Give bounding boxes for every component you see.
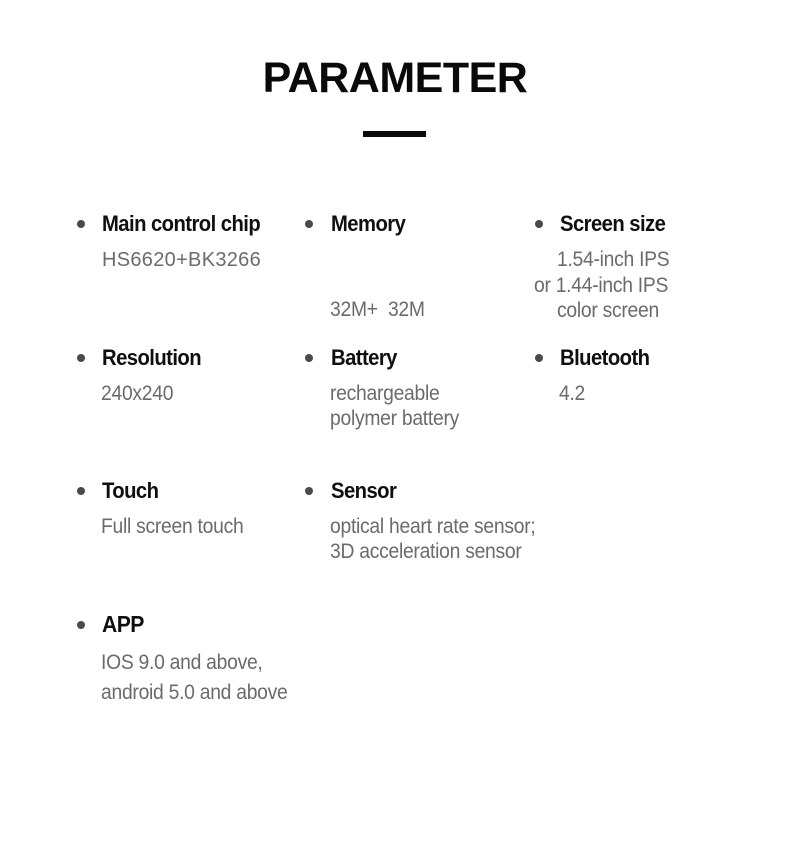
param-value bbox=[101, 381, 173, 406]
param-value bbox=[330, 514, 535, 564]
param-label: Memory bbox=[331, 211, 406, 236]
param-label: Battery bbox=[331, 345, 397, 370]
param-value bbox=[534, 247, 669, 324]
param-label: Bluetooth bbox=[560, 345, 650, 370]
param-value-line: 3D acceleration sensor bbox=[330, 540, 522, 563]
param-value-line: color screen bbox=[557, 299, 659, 322]
param-value-line: or 1.44-inch IPS bbox=[534, 273, 669, 297]
title-underline bbox=[363, 131, 426, 137]
param-value-line: optical heart rate sensor; bbox=[330, 515, 536, 538]
bullet-icon bbox=[535, 354, 543, 362]
param-value-line: 32M+ 32M bbox=[330, 298, 425, 321]
param-label: Screen size bbox=[560, 211, 666, 236]
param-value-line: HS6620+BK3266 bbox=[102, 249, 262, 271]
param-value-line: IOS 9.0 and above, bbox=[101, 651, 263, 674]
param-value-line: 4.2 bbox=[559, 382, 586, 405]
param-label: Sensor bbox=[331, 478, 397, 503]
param-value bbox=[101, 648, 288, 708]
page-title: PARAMETER bbox=[262, 54, 528, 102]
bullet-icon bbox=[77, 354, 85, 362]
param-label: Resolution bbox=[102, 345, 202, 370]
param-value-line: rechargeable bbox=[330, 382, 440, 405]
bullet-icon bbox=[305, 487, 313, 495]
param-label: Main control chip bbox=[102, 211, 261, 236]
param-label: Touch bbox=[102, 478, 159, 503]
bullet-icon bbox=[305, 220, 313, 228]
param-value-line: 1.54-inch IPS bbox=[557, 248, 670, 271]
param-label: APP bbox=[102, 611, 144, 637]
param-value bbox=[559, 381, 585, 406]
bullet-icon bbox=[77, 487, 85, 495]
bullet-icon bbox=[77, 220, 85, 228]
bullet-icon bbox=[305, 354, 313, 362]
bullet-icon bbox=[77, 621, 85, 629]
param-value-line: 240x240 bbox=[101, 382, 174, 405]
param-value bbox=[102, 248, 261, 273]
param-value-line: polymer battery bbox=[330, 407, 460, 430]
param-value bbox=[101, 514, 243, 539]
param-value-line: android 5.0 and above bbox=[101, 681, 288, 704]
bullet-icon bbox=[535, 220, 543, 228]
param-value-line: Full screen touch bbox=[101, 515, 244, 538]
param-value bbox=[330, 381, 459, 431]
